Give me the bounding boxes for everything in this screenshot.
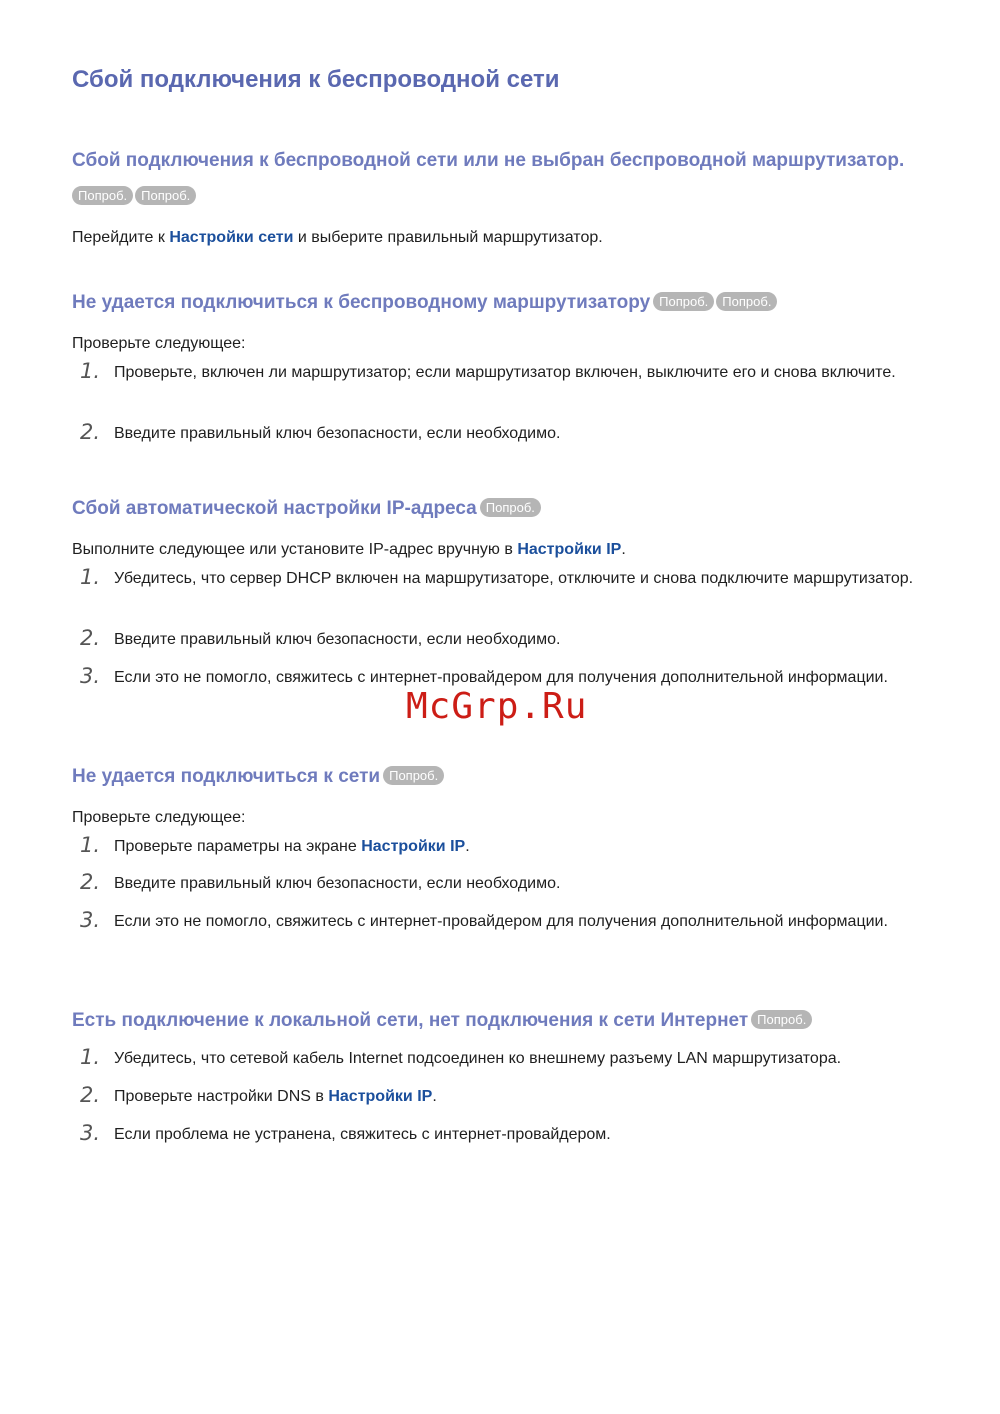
try-now-button[interactable]: Попроб.	[751, 1010, 812, 1029]
ip-settings-link[interactable]: Настройки IP	[361, 838, 466, 855]
try-now-button[interactable]: Попроб.	[716, 292, 777, 311]
section-4-heading: Не удается подключиться к сети Попроб.	[72, 766, 444, 788]
watermark: McGrp.Ru	[406, 686, 588, 727]
section-2-intro: Проверьте следующее:	[72, 335, 246, 352]
page-title: Сбой подключения к беспроводной сети	[72, 66, 560, 93]
try-now-button[interactable]: Попроб.	[72, 186, 133, 205]
section-1-buttons	[72, 186, 198, 207]
ip-settings-link[interactable]: Настройки IP	[517, 541, 622, 558]
try-now-button[interactable]: Попроб.	[135, 186, 196, 205]
try-now-button[interactable]: Попроб.	[653, 292, 714, 311]
try-now-button[interactable]: Попроб.	[383, 766, 444, 785]
ip-settings-link[interactable]: Настройки IP	[328, 1088, 433, 1105]
section-1-heading: Сбой подключения к беспроводной сети или не выбран беспроводной маршрутизатор.	[72, 150, 905, 171]
try-now-button[interactable]: Попроб.	[480, 498, 541, 517]
section-3-intro: Выполните следующее или установите IP-адрес вручную в Настройки IP.	[72, 541, 626, 558]
section-1-intro: Перейдите к Настройки сети и выберите правильный маршрутизатор.	[72, 229, 603, 246]
section-3-heading: Сбой автоматической настройки IP-адреса Попроб.	[72, 498, 541, 520]
section-2-heading: Не удается подключиться к беспроводному маршрутизатору Попроб. Попроб.	[72, 292, 777, 314]
network-settings-link[interactable]: Настройки сети	[169, 229, 294, 246]
section-4-intro: Проверьте следующее:	[72, 809, 246, 826]
section-5-heading: Есть подключение к локальной сети, нет подключения к сети Интернет Попроб.	[72, 1010, 812, 1032]
